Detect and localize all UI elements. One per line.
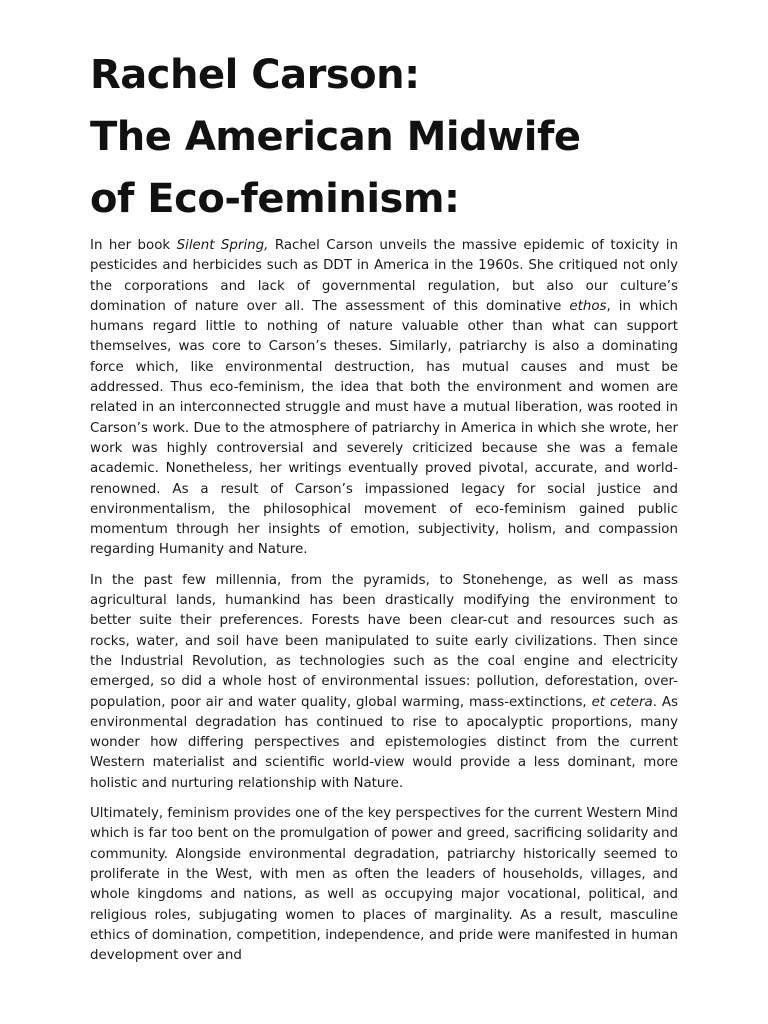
paragraph-2-text: In the past few millennia, from the pyramids, to Stonehenge, as well as mass agricultural lands, humankind has been drastically modifying the environment to better suite their preferences. Forests have been clear-cut and resources such as rocks, water, and soil have been manipulated to suite early civilizations. Then since the Industrial Revolution, as technologies such as the coal engine and electricity emerged, so did a whole host of environmental issues: pollution, deforestation, over-population, poor air and water quality, global warming, mass-extinctions, bbox=[90, 572, 678, 710]
term-et-cetera: et cetera bbox=[591, 694, 653, 710]
paragraph-2-text: . As environmental degradation has continued to rise to apocalyptic proportions, many wonder how differing perspectives and epistemologies distinct from the current Western materialist and scientific world-view would provide a less dominant, more holistic and nurturing relationship with Nature. bbox=[90, 694, 678, 791]
document-title-line-2: The American Midwife bbox=[90, 114, 581, 160]
book-title-silent-spring: Silent Spring, bbox=[176, 238, 269, 253]
document-page bbox=[90, 0, 678, 1024]
paragraph-1-text: , in which humans regard little to nothing of nature valuable other than what can support themselves, was core to Carson’s theses. Similarly, patriarchy is also a dominating force which, like environmental destruction, has mutual causes and must be addressed. Thus eco-feminism, the idea that both the environment and women are related in an interconnected struggle and must have a mutual liberation, was rooted in Carson’s work. Due to the atmosphere of patriarchy in America in which she wrote, her work was highly controversial and severely criticized because she was a female academic. Nonetheless, her writings eventually proved pivotal, accurate, and world-renowned. As a result of Carson’s impassioned legacy for social justice and environmentalism, the philosophical movement of eco-feminism gained public momentum through her insights of emotion, subjectivity, holism, and compassion regarding Humanity and Nature. bbox=[90, 298, 678, 558]
document-title-line-3: of Eco-feminism: bbox=[90, 176, 460, 222]
paragraph-3-text: Ultimately, feminism provides one of the key perspectives for the current Western Mind which is far too bent on the promulgation of power and greed, sacrificing solidarity and community. Alongside environmental degradation, patriarchy historically seemed to proliferate in the West, with men as often the leaders of households, villages, and whole kingdoms and nations, as well as occupying major vocational, political, and religious roles, subjugating women to places of marginality. As a result, masculine ethics of domination, competition, independence, and pride were manifested in human development over and bbox=[90, 806, 678, 964]
paragraph-3 bbox=[90, 804, 678, 966]
term-ethos: ethos bbox=[569, 298, 607, 314]
paragraph-1-text: In her book bbox=[90, 238, 177, 253]
paragraph-1 bbox=[90, 236, 678, 561]
document-title-line-1: Rachel Carson: bbox=[90, 52, 420, 98]
paragraph-1-text: Rachel Carson unveils the massive epidemic of toxicity in pesticides and herbicides such as DDT in America in the 1960s. She critiqued not only the corporations and lack of governmental regulation, but also our culture’s domination of nature over all. The assessment of this dominative bbox=[90, 238, 678, 314]
paragraph-2 bbox=[90, 571, 678, 794]
